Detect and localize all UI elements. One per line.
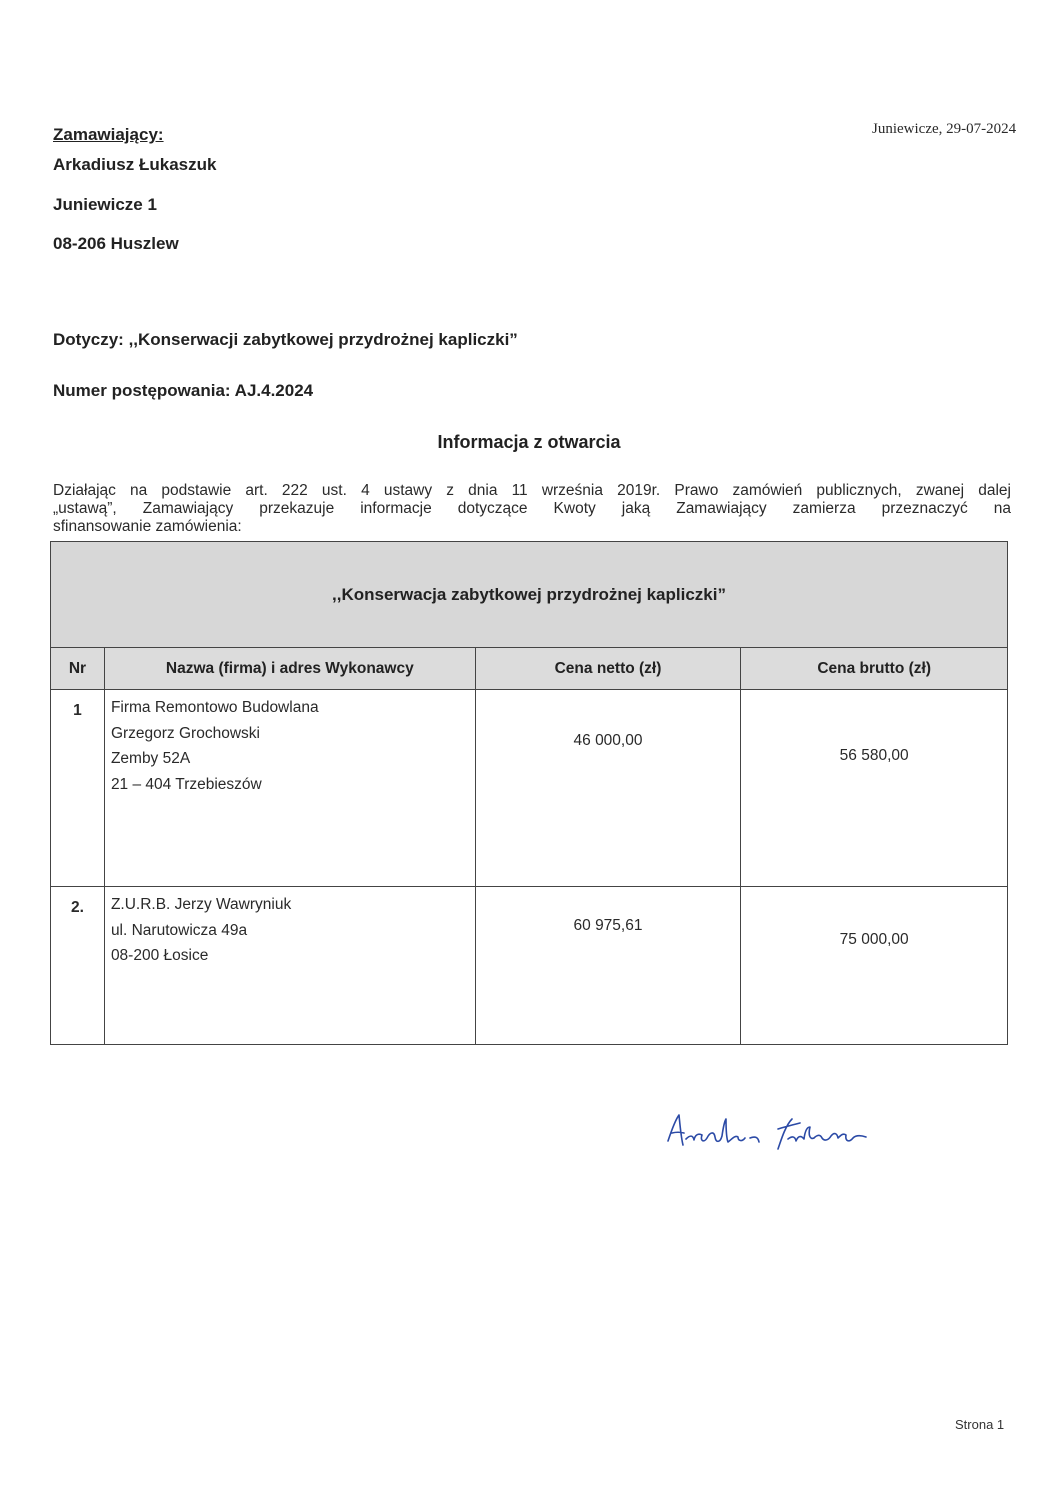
column-header-name: Nazwa (firma) i adres Wykonawcy	[104, 648, 475, 690]
table-header-row	[51, 648, 1008, 690]
contractor-line: ul. Narutowicza 49a	[110, 921, 248, 939]
contractor-line: Zemby 52A	[110, 750, 191, 767]
brutto-price: 75 000,00	[741, 887, 1008, 1045]
document-date: Juniewicze, 29-07-2024	[872, 121, 1017, 137]
contractor-line: Grzegorz Grochowski	[110, 724, 260, 742]
column-header-brutto: Cena brutto (zł)	[741, 648, 1008, 690]
orderer-street: Juniewicze 1	[53, 195, 157, 214]
document-title: Informacja z otwarcia	[437, 432, 621, 452]
netto-price: 46 000,00	[475, 690, 741, 887]
contractor-cell	[104, 690, 475, 887]
orderer-name: Arkadiusz Łukaszuk	[53, 155, 217, 174]
table-row	[51, 887, 1008, 1045]
intro-paragraph	[53, 482, 1011, 536]
contractor-line: 21 – 404 Trzebieszów	[110, 775, 262, 793]
contractor-cell	[104, 887, 475, 1045]
column-header-netto: Cena netto (zł)	[475, 648, 741, 690]
contractor-line: Z.U.R.B. Jerzy Wawryniuk	[110, 896, 292, 913]
column-header-nr: Nr	[51, 648, 105, 690]
orderer-label: Zamawiający:	[53, 125, 164, 144]
paragraph-line-2: „ustawą”, Zamawiający przekazuje informacje dotyczące Kwoty jaką Zamawiający zamierza przeznaczyć na	[53, 500, 1011, 517]
offers-table	[50, 541, 1008, 1045]
orderer-city: 08-206 Huszlew	[53, 234, 179, 253]
subject-line: Dotyczy: ,,Konserwacji zabytkowej przydrożnej kapliczki”	[53, 330, 518, 349]
row-number: 2.	[51, 887, 105, 1045]
paragraph-line-3: sfinansowanie zamówienia:	[53, 518, 242, 535]
table-caption: ,,Konserwacja zabytkowej przydrożnej kapliczki”	[51, 542, 1008, 648]
paragraph-line-1: Działając na podstawie art. 222 ust. 4 ustawy z dnia 11 września 2019r. Prawo zamówień publicznych, zwanej dalej	[53, 482, 1011, 499]
handwritten-signature	[660, 1105, 875, 1165]
table-row	[51, 690, 1008, 887]
row-number: 1	[51, 690, 105, 887]
page-number: Strona 1	[955, 1417, 1005, 1432]
netto-price: 60 975,61	[475, 887, 741, 1045]
contractor-line: 08-200 Łosice	[110, 947, 209, 964]
brutto-price: 56 580,00	[741, 690, 1008, 887]
case-number: Numer postępowania: AJ.4.2024	[53, 381, 314, 400]
contractor-line: Firma Remontowo Budowlana	[110, 699, 319, 716]
